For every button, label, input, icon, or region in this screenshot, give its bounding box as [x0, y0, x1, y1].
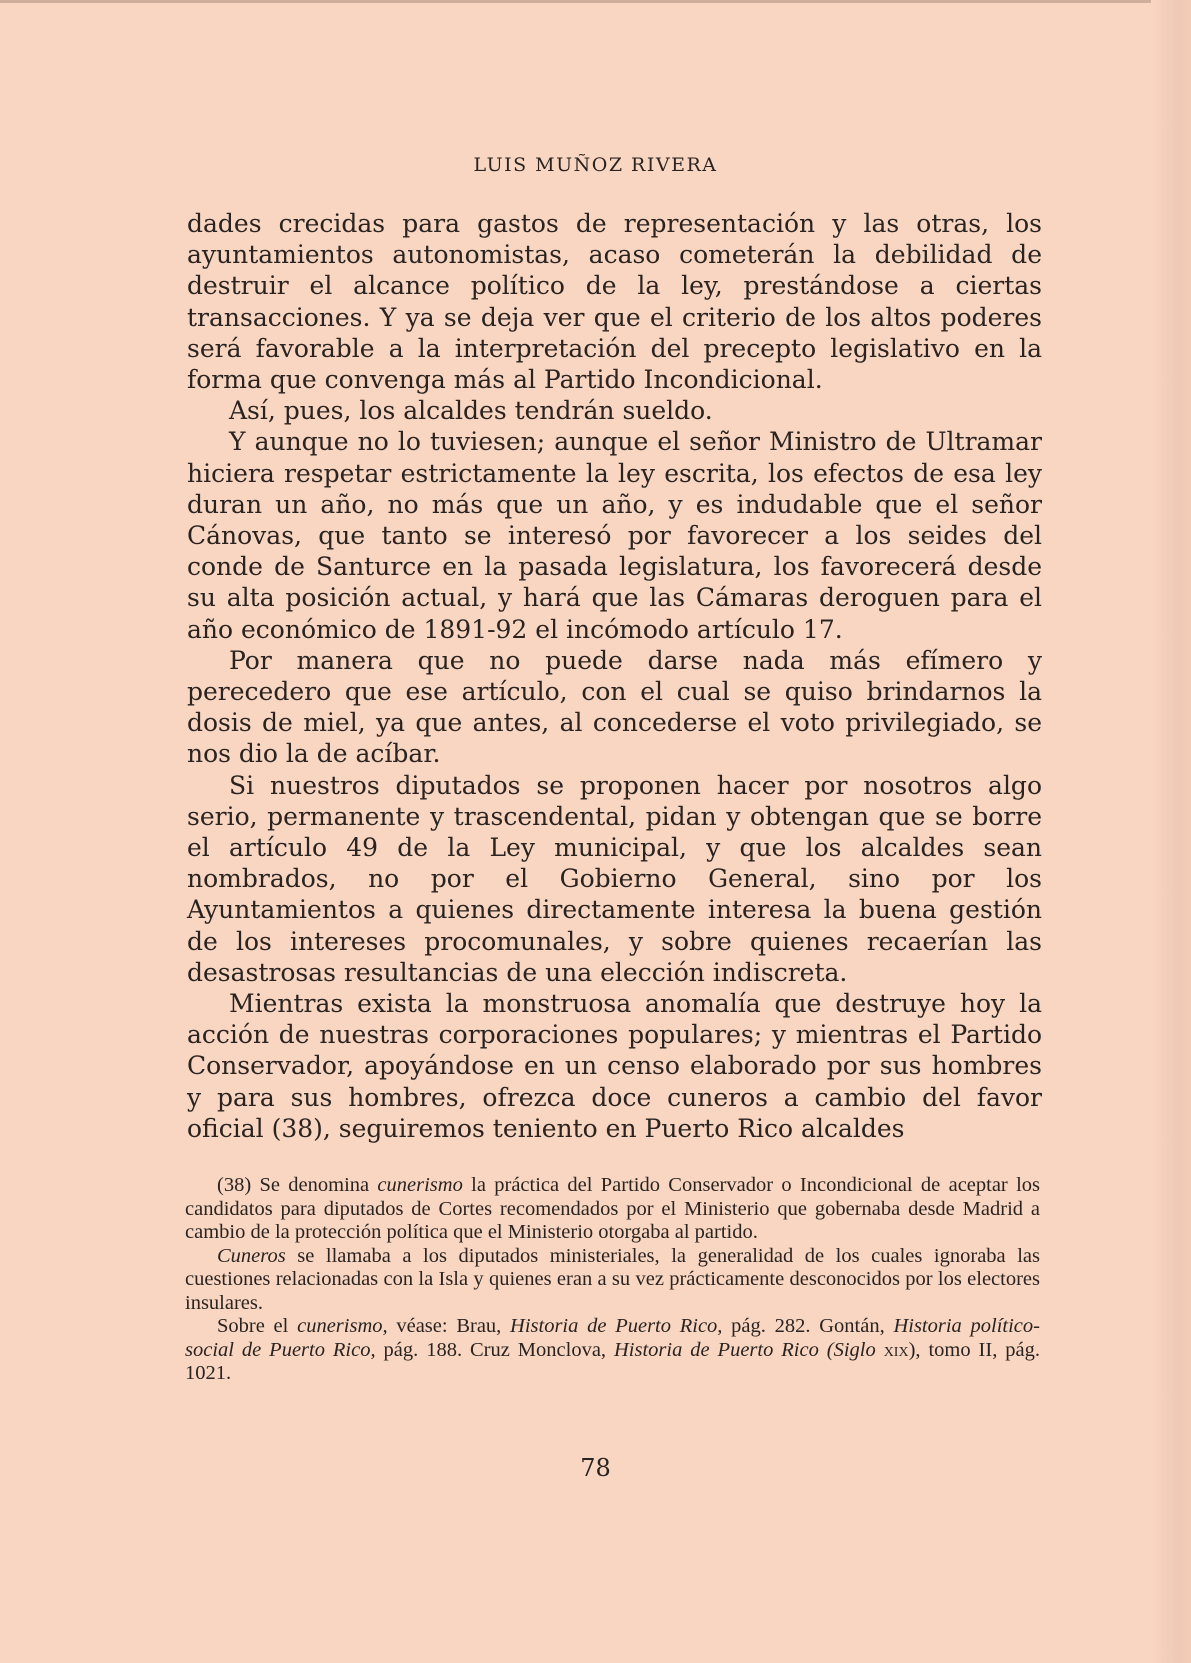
footnote-title: Historia de Puerto Rico, — [510, 1315, 723, 1337]
footnote-text: Se denomina — [251, 1174, 378, 1196]
footnote-cuneros — [185, 1245, 1040, 1316]
footnote-term: Cuneros — [217, 1244, 286, 1267]
paragraph-5: Si nuestros diputados se proponen hacer por nosotros algo serio, permanente y trascendental, pidan y obtengan que se borre el artículo 49 de la Ley municipal, y que los alcaldes sean nombrados, no por el Gobierno General, sino por los Ayuntamientos a quienes directamente interesa la buena gestión de los intereses procomunales, y sobre quienes recaerían las desastrosas resultancias de una elección indiscreta. — [187, 770, 1042, 987]
page-number: 78 — [580, 1454, 611, 1482]
body-text — [187, 208, 1042, 1144]
page-right-edge — [1151, 0, 1191, 1663]
footnote-term: cunerismo — [377, 1174, 463, 1196]
paragraph-2: Así, pues, los alcaldes tendrán sueldo. — [229, 396, 713, 426]
paragraph-6: Mientras exista la monstruosa anomalía que destruye hoy la acción de nuestras corporaciones populares; y mientras el Partido Conservador, apoyándose en un censo elaborado por sus hombres y para sus hombres, ofrezca doce cuneros a cambio del favor oficial (38), seguiremos teniento en Puerto Rico alcaldes — [187, 989, 1042, 1143]
footnote-text: se llamaba a los diputados ministeriales, la generalidad de los cuales ignoraba las cuestiones relacionadas con la Isla y quienes eran a su vez prácticamente desconocidos por los electores insulares. — [185, 1244, 1040, 1314]
footnote-title: Historia de Puerto Rico (Siglo — [613, 1338, 876, 1361]
footnote-text: la práctica del Partido Conservador o Incondicional de aceptar los candidatos para diputados de Cortes recomendados por el Ministerio que gobernaba desde Madrid a cambio de la protección política que el Ministerio otorgaba al partido. — [185, 1174, 1040, 1243]
footnote-38 — [185, 1174, 1040, 1245]
footnote-term: cunerismo, — [297, 1315, 388, 1337]
running-head: LUIS MUÑOZ RIVERA — [473, 154, 718, 176]
footnote-text: Sobre el — [217, 1315, 298, 1337]
footnote-sources — [185, 1315, 1040, 1386]
footnote-marker: (38) — [217, 1174, 252, 1196]
footnote-smallcaps: xix — [883, 1338, 909, 1361]
footnote-text: véase: Brau, — [387, 1315, 511, 1337]
footnote-title: Historia político-social de Puerto Rico, — [185, 1315, 1040, 1361]
footnotes — [185, 1174, 1040, 1386]
page-top-edge — [0, 0, 1191, 3]
paragraph-3: Y aunque no lo tuviesen; aunque el señor Ministro de Ultramar hiciera respetar estrictamente la ley escrita, los efectos de esa ley duran un año, no más que un año, y es indudable que el señor Cánovas, que tanto se interesó por favorecer a los seides del conde de Santurce en la pasada legislatura, los favorecerá desde su alta posición actual, y hará que las Cámaras deroguen para el año económico de 1891-92 el incómodo artículo 17. — [187, 427, 1042, 644]
footnote-text: pág. 282. Gontán, — [722, 1315, 894, 1337]
paragraph-1: dades crecidas para gastos de representación y las otras, los ayuntamientos autonomistas, acaso cometerán la debilidad de destruir el alcance político de la ley, prestándose a ciertas transacciones. Y ya se deja ver que el criterio de los altos poderes será favorable a la interpretación del precepto legislativo en la forma que convenga más al Partido Incondicional. — [187, 209, 1042, 395]
paragraph-4: Por manera que no puede darse nada más efímero y perecedero que ese artículo, con el cual se quiso brindarnos la dosis de miel, ya que antes, al concederse el voto privilegiado, se nos dio la de acíbar. — [187, 645, 1042, 769]
footnote-text: pág. 188. Cruz Monclova, — [375, 1338, 614, 1361]
footnote-text: ), tomo II, pág. 1021. — [185, 1338, 1040, 1384]
